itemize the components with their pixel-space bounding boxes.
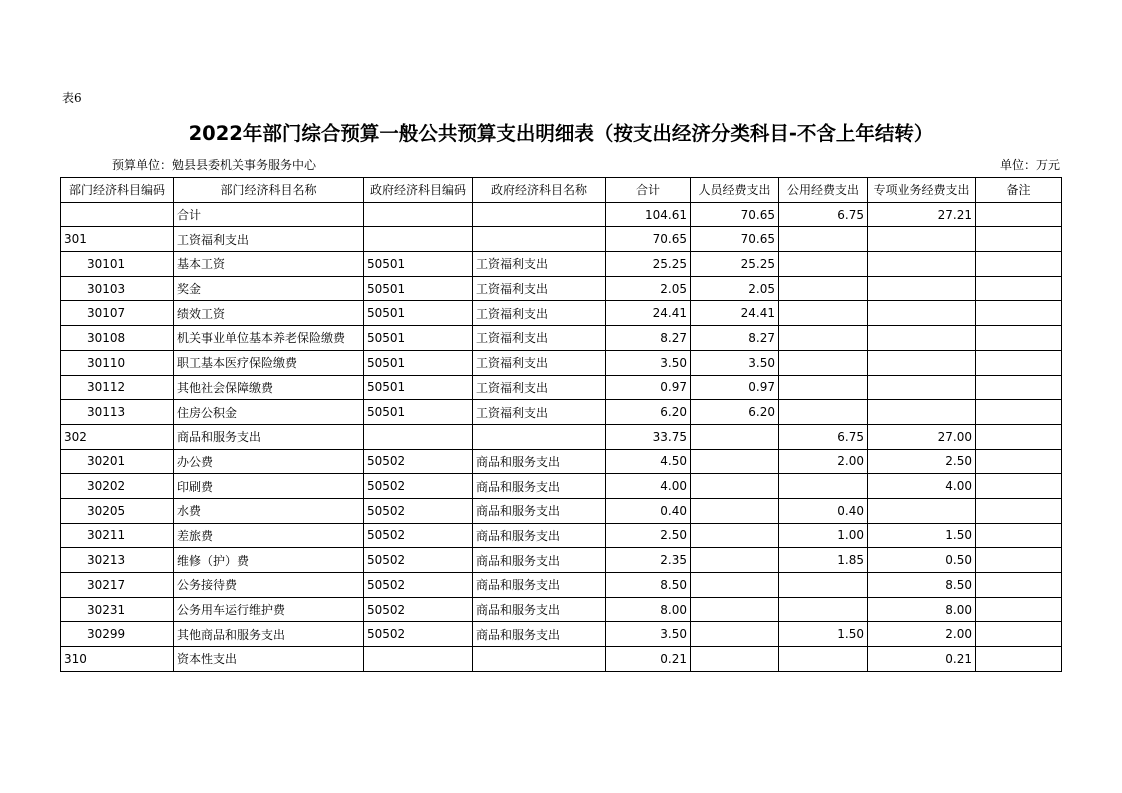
- special-cell: 2.00: [868, 622, 976, 647]
- table-number: 表6: [62, 91, 82, 105]
- special-cell: [868, 252, 976, 277]
- table-row: [61, 252, 1062, 277]
- note-cell: [976, 548, 1062, 573]
- special-cell: 1.50: [868, 523, 976, 548]
- code-cell: 30113: [61, 400, 174, 425]
- note-cell: [976, 597, 1062, 622]
- name-cell: 商品和服务支出: [174, 424, 364, 449]
- name-cell: 职工基本医疗保险缴费: [174, 350, 364, 375]
- note-cell: [976, 375, 1062, 400]
- table-row: [61, 449, 1062, 474]
- special-cell: 0.50: [868, 548, 976, 573]
- total-cell: 25.25: [606, 252, 691, 277]
- personnel-cell: [691, 424, 779, 449]
- special-cell: 27.21: [868, 202, 976, 227]
- code-cell: [61, 202, 174, 227]
- code-cell: 30231: [61, 597, 174, 622]
- personnel-cell: [691, 449, 779, 474]
- gov-code-cell: 50502: [364, 449, 473, 474]
- code-cell: 30213: [61, 548, 174, 573]
- personnel-cell: 25.25: [691, 252, 779, 277]
- name-cell: 其他社会保障缴费: [174, 375, 364, 400]
- gov-name-cell: 商品和服务支出: [473, 523, 606, 548]
- total-cell: 2.35: [606, 548, 691, 573]
- personnel-cell: [691, 597, 779, 622]
- gov-code-cell: 50502: [364, 474, 473, 499]
- total-cell: 0.21: [606, 647, 691, 672]
- table-row: [61, 301, 1062, 326]
- gov-code-cell: [364, 227, 473, 252]
- note-cell: [976, 202, 1062, 227]
- public-cell: 1.85: [779, 548, 868, 573]
- table-row: [61, 227, 1062, 252]
- name-cell: 机关事业单位基本养老保险缴费: [174, 326, 364, 351]
- page-title: 2022年部门综合预算一般公共预算支出明细表（按支出经济分类科目-不含上年结转）: [188, 122, 934, 145]
- gov-name-cell: 工资福利支出: [473, 301, 606, 326]
- public-cell: [779, 375, 868, 400]
- name-cell: 水费: [174, 498, 364, 523]
- name-cell: 工资福利支出: [174, 227, 364, 252]
- total-cell: 8.00: [606, 597, 691, 622]
- name-cell: 其他商品和服务支出: [174, 622, 364, 647]
- gov-code-cell: 50501: [364, 276, 473, 301]
- code-cell: 30103: [61, 276, 174, 301]
- code-cell: 30110: [61, 350, 174, 375]
- note-cell: [976, 326, 1062, 351]
- note-cell: [976, 227, 1062, 252]
- public-cell: [779, 326, 868, 351]
- gov-name-cell: [473, 424, 606, 449]
- personnel-cell: [691, 523, 779, 548]
- budget-table: [60, 177, 1062, 672]
- gov-code-cell: 50502: [364, 573, 473, 598]
- public-cell: 1.50: [779, 622, 868, 647]
- total-cell: 24.41: [606, 301, 691, 326]
- public-cell: 6.75: [779, 424, 868, 449]
- personnel-cell: 6.20: [691, 400, 779, 425]
- special-cell: [868, 276, 976, 301]
- name-cell: 印刷费: [174, 474, 364, 499]
- public-cell: [779, 301, 868, 326]
- gov-code-cell: [364, 424, 473, 449]
- special-cell: [868, 400, 976, 425]
- total-cell: 4.50: [606, 449, 691, 474]
- public-cell: [779, 647, 868, 672]
- special-cell: [868, 227, 976, 252]
- code-cell: 30201: [61, 449, 174, 474]
- code-cell: 310: [61, 647, 174, 672]
- personnel-cell: 2.05: [691, 276, 779, 301]
- total-cell: 2.50: [606, 523, 691, 548]
- public-cell: [779, 400, 868, 425]
- public-cell: 0.40: [779, 498, 868, 523]
- total-cell: 33.75: [606, 424, 691, 449]
- note-cell: [976, 252, 1062, 277]
- code-cell: 30205: [61, 498, 174, 523]
- code-cell: 30217: [61, 573, 174, 598]
- public-cell: [779, 276, 868, 301]
- table-row: [61, 622, 1062, 647]
- special-cell: 2.50: [868, 449, 976, 474]
- total-cell: 8.50: [606, 573, 691, 598]
- public-cell: [779, 252, 868, 277]
- special-cell: 27.00: [868, 424, 976, 449]
- personnel-cell: 8.27: [691, 326, 779, 351]
- public-cell: 2.00: [779, 449, 868, 474]
- name-cell: 住房公积金: [174, 400, 364, 425]
- public-cell: 1.00: [779, 523, 868, 548]
- gov-name-cell: 商品和服务支出: [473, 474, 606, 499]
- header-public: 公用经费支出: [779, 178, 868, 203]
- total-cell: 0.40: [606, 498, 691, 523]
- note-cell: [976, 474, 1062, 499]
- code-cell: 30107: [61, 301, 174, 326]
- note-cell: [976, 424, 1062, 449]
- gov-code-cell: 50502: [364, 498, 473, 523]
- name-cell: 奖金: [174, 276, 364, 301]
- name-cell: 维修（护）费: [174, 548, 364, 573]
- name-cell: 办公费: [174, 449, 364, 474]
- name-cell: 合计: [174, 202, 364, 227]
- gov-code-cell: [364, 647, 473, 672]
- gov-name-cell: [473, 202, 606, 227]
- personnel-cell: [691, 498, 779, 523]
- total-cell: 6.20: [606, 400, 691, 425]
- public-cell: [779, 474, 868, 499]
- total-cell: 0.97: [606, 375, 691, 400]
- special-cell: [868, 375, 976, 400]
- header-note: 备注: [976, 178, 1062, 203]
- table-row: [61, 474, 1062, 499]
- table-header-row: [61, 178, 1062, 203]
- gov-code-cell: 50501: [364, 326, 473, 351]
- gov-name-cell: [473, 647, 606, 672]
- table-row: [61, 523, 1062, 548]
- special-cell: 0.21: [868, 647, 976, 672]
- gov-code-cell: 50502: [364, 548, 473, 573]
- gov-code-cell: 50502: [364, 622, 473, 647]
- table-row: [61, 573, 1062, 598]
- name-cell: 公务用车运行维护费: [174, 597, 364, 622]
- table-row: [61, 350, 1062, 375]
- table-row: [61, 202, 1062, 227]
- name-cell: 基本工资: [174, 252, 364, 277]
- special-cell: [868, 498, 976, 523]
- note-cell: [976, 276, 1062, 301]
- public-cell: [779, 573, 868, 598]
- gov-name-cell: 工资福利支出: [473, 400, 606, 425]
- total-cell: 3.50: [606, 622, 691, 647]
- code-cell: 302: [61, 424, 174, 449]
- total-cell: 2.05: [606, 276, 691, 301]
- gov-code-cell: [364, 202, 473, 227]
- special-cell: 8.00: [868, 597, 976, 622]
- header-dept-code: 部门经济科目编码: [61, 178, 174, 203]
- name-cell: 公务接待费: [174, 573, 364, 598]
- gov-name-cell: 商品和服务支出: [473, 622, 606, 647]
- note-cell: [976, 350, 1062, 375]
- total-cell: 8.27: [606, 326, 691, 351]
- personnel-cell: [691, 573, 779, 598]
- total-cell: 70.65: [606, 227, 691, 252]
- public-cell: [779, 227, 868, 252]
- personnel-cell: [691, 548, 779, 573]
- name-cell: 差旅费: [174, 523, 364, 548]
- gov-code-cell: 50501: [364, 252, 473, 277]
- header-gov-code: 政府经济科目编码: [364, 178, 473, 203]
- note-cell: [976, 400, 1062, 425]
- total-cell: 4.00: [606, 474, 691, 499]
- table-row: [61, 498, 1062, 523]
- note-cell: [976, 622, 1062, 647]
- personnel-cell: 70.65: [691, 227, 779, 252]
- table-row: [61, 326, 1062, 351]
- code-cell: 30112: [61, 375, 174, 400]
- public-cell: [779, 350, 868, 375]
- header-special: 专项业务经费支出: [868, 178, 976, 203]
- personnel-cell: 3.50: [691, 350, 779, 375]
- table-row: [61, 276, 1062, 301]
- header-gov-name: 政府经济科目名称: [473, 178, 606, 203]
- gov-code-cell: 50502: [364, 523, 473, 548]
- note-cell: [976, 498, 1062, 523]
- gov-name-cell: 工资福利支出: [473, 350, 606, 375]
- special-cell: 4.00: [868, 474, 976, 499]
- gov-name-cell: 商品和服务支出: [473, 548, 606, 573]
- code-cell: 30101: [61, 252, 174, 277]
- budget-unit-label: 预算单位：勉县县委机关事务服务中心: [112, 158, 317, 172]
- currency-unit-label: 单位：万元: [999, 158, 1060, 172]
- table-body: [61, 202, 1062, 671]
- personnel-cell: [691, 622, 779, 647]
- table-row: [61, 375, 1062, 400]
- name-cell: 绩效工资: [174, 301, 364, 326]
- total-cell: 104.61: [606, 202, 691, 227]
- personnel-cell: 0.97: [691, 375, 779, 400]
- gov-name-cell: 工资福利支出: [473, 276, 606, 301]
- special-cell: [868, 350, 976, 375]
- gov-name-cell: 商品和服务支出: [473, 498, 606, 523]
- gov-name-cell: 商品和服务支出: [473, 573, 606, 598]
- table-row: [61, 597, 1062, 622]
- gov-code-cell: 50501: [364, 350, 473, 375]
- gov-code-cell: 50501: [364, 301, 473, 326]
- code-cell: 30108: [61, 326, 174, 351]
- special-cell: [868, 326, 976, 351]
- gov-code-cell: 50501: [364, 375, 473, 400]
- public-cell: 6.75: [779, 202, 868, 227]
- table-row: [61, 548, 1062, 573]
- gov-name-cell: 商品和服务支出: [473, 597, 606, 622]
- gov-name-cell: [473, 227, 606, 252]
- header-dept-name: 部门经济科目名称: [174, 178, 364, 203]
- header-total: 合计: [606, 178, 691, 203]
- personnel-cell: [691, 474, 779, 499]
- note-cell: [976, 449, 1062, 474]
- personnel-cell: [691, 647, 779, 672]
- gov-code-cell: 50501: [364, 400, 473, 425]
- table-row: [61, 424, 1062, 449]
- personnel-cell: 24.41: [691, 301, 779, 326]
- code-cell: 30299: [61, 622, 174, 647]
- gov-name-cell: 工资福利支出: [473, 326, 606, 351]
- note-cell: [976, 523, 1062, 548]
- special-cell: 8.50: [868, 573, 976, 598]
- name-cell: 资本性支出: [174, 647, 364, 672]
- code-cell: 301: [61, 227, 174, 252]
- note-cell: [976, 647, 1062, 672]
- gov-name-cell: 商品和服务支出: [473, 449, 606, 474]
- code-cell: 30202: [61, 474, 174, 499]
- personnel-cell: 70.65: [691, 202, 779, 227]
- note-cell: [976, 573, 1062, 598]
- code-cell: 30211: [61, 523, 174, 548]
- header-personnel: 人员经费支出: [691, 178, 779, 203]
- table-row: [61, 647, 1062, 672]
- note-cell: [976, 301, 1062, 326]
- gov-code-cell: 50502: [364, 597, 473, 622]
- special-cell: [868, 301, 976, 326]
- total-cell: 3.50: [606, 350, 691, 375]
- gov-name-cell: 工资福利支出: [473, 375, 606, 400]
- table-row: [61, 400, 1062, 425]
- gov-name-cell: 工资福利支出: [473, 252, 606, 277]
- public-cell: [779, 597, 868, 622]
